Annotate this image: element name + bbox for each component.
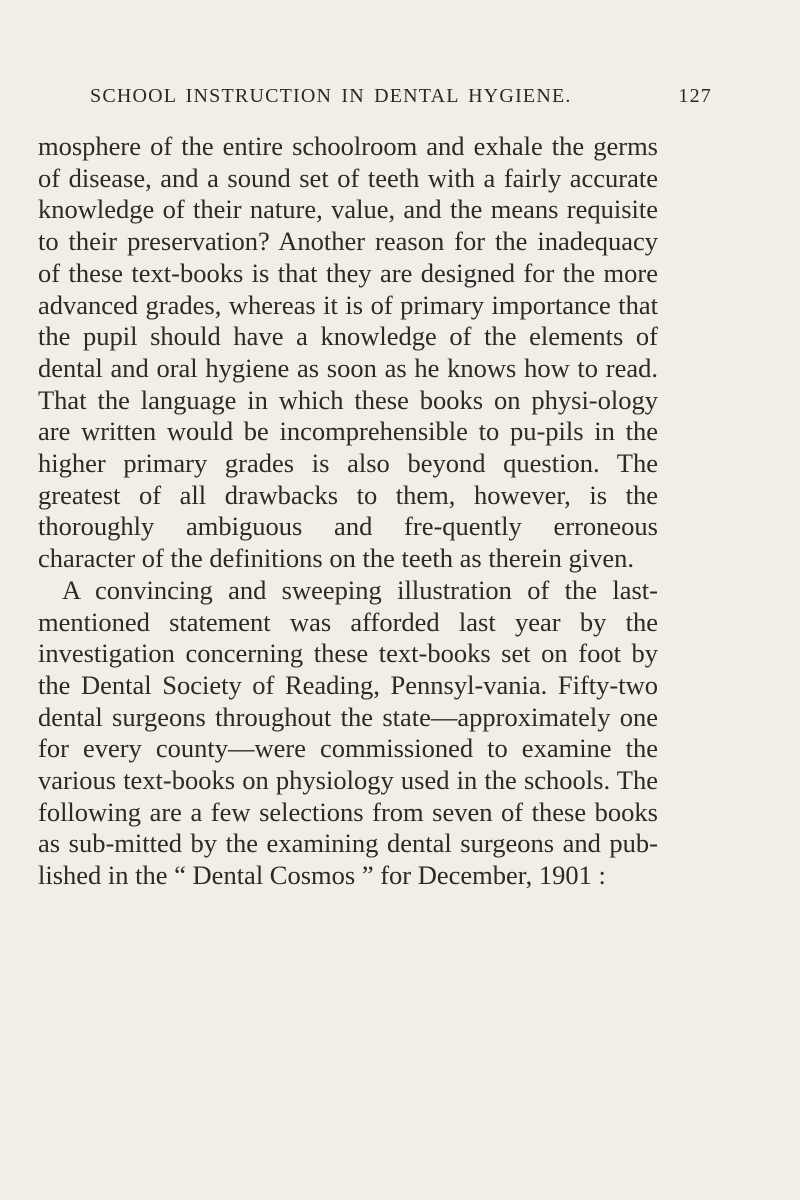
body-text [38, 131, 658, 892]
page-number: 127 [678, 85, 712, 107]
paragraph-1: mosphere of the entire schoolroom and exhale the germs of disease, and a sound set of teeth with a fairly accurate knowledge of their nature, value, and the means requisite to their preservation? Another reason for the inadequacy of these text-books is that they are designed for the more advanced grades, whereas it is of primary importance that the pupil should have a knowledge of the elements of dental and oral hygiene as soon as he knows how to read. That the language in which these books on physi-ology are written would be incomprehensible to pu-pils in the higher primary grades is also beyond question. The greatest of all drawbacks to them, however, is the thoroughly ambiguous and fre-quently erroneous character of the definitions on the teeth as therein given. [38, 131, 658, 574]
paragraph-2: A convincing and sweeping illustration of the last-mentioned statement was afforded last year by the investigation concerning these text-books set on foot by the Dental Society of Reading, Pennsyl-vania. Fifty-two dental surgeons throughout the state—approximately one for every county—were commissioned to examine the various text-books on physiology used in the schools. The following are a few selections from seven of these books as sub-mitted by the examining dental surgeons and pub-lished in the “ Dental Cosmos ” for December, 1901 : [38, 574, 658, 891]
running-head-title: SCHOOL INSTRUCTION IN DENTAL HYGIENE. [90, 85, 572, 107]
running-head [90, 85, 712, 115]
